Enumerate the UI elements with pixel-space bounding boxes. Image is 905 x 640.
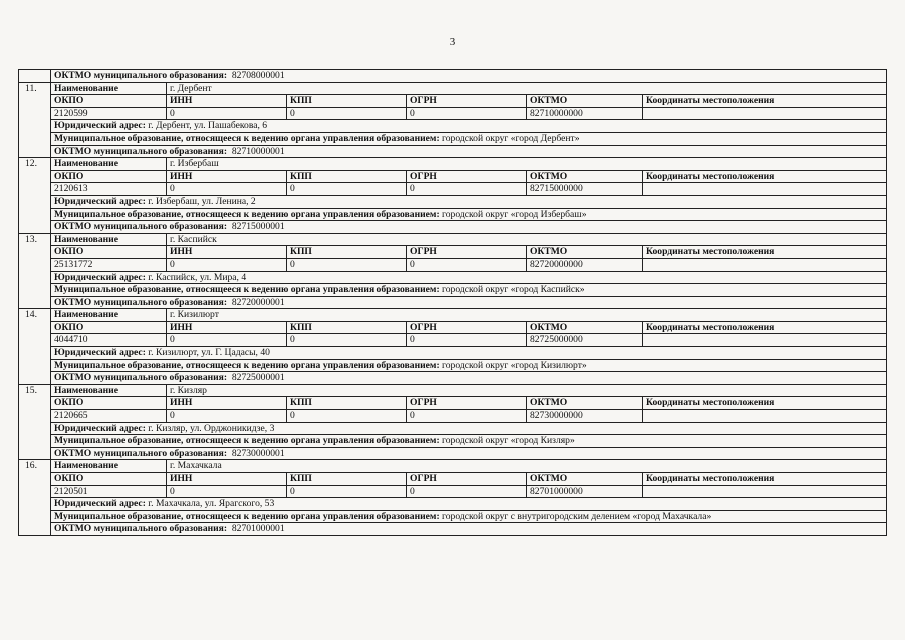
oktmo-municipal-value: 82730000001 [231, 447, 285, 459]
inn-value: 0 [167, 410, 287, 423]
ogrn-label: ОГРН [407, 170, 527, 183]
table-row [19, 473, 887, 486]
legal-address-value: г. Избербаш, ул. Ленина, 2 [148, 195, 256, 207]
name-value: г. Кизилюрт [167, 309, 887, 322]
ogrn-value: 0 [407, 334, 527, 347]
okpo-value: 2120501 [51, 485, 167, 498]
entry-number: 13. [19, 233, 51, 309]
oktmo-municipal-row: ОКТМО муниципального образования: 82730000001 [51, 447, 887, 460]
oktmo-label: ОКТМО [527, 397, 643, 410]
okpo-label: ОКПО [51, 170, 167, 183]
coords-label: Координаты местоположения [643, 473, 887, 486]
kpp-label: КПП [287, 170, 407, 183]
municipality-row: Муниципальное образование, относящееся к ведению органа управления образованием: городской округ «город Избербаш» [51, 208, 887, 221]
table-row [19, 284, 887, 297]
table-row [19, 384, 887, 397]
municipality-row: Муниципальное образование, относящееся к ведению органа управления образованием: городской округ «город Кизилюрт» [51, 359, 887, 372]
oktmo-municipal-value: 82701000001 [231, 523, 285, 535]
kpp-value: 0 [287, 410, 407, 423]
table-row [19, 183, 887, 196]
table-row [19, 397, 887, 410]
oktmo-value: 82725000000 [527, 334, 643, 347]
okpo-label: ОКПО [51, 397, 167, 410]
name-value: г. Дербент [167, 82, 887, 95]
kpp-label: КПП [287, 397, 407, 410]
oktmo-municipal-value: 82708000001 [231, 70, 285, 81]
municipality-value: городской округ с внутригородским делением «город Махачкала» [442, 510, 712, 522]
table-row [19, 296, 887, 309]
table-row [19, 435, 887, 448]
municipality-value: городской округ «город Кизилюрт» [442, 359, 587, 371]
table-row [19, 233, 887, 246]
name-value: г. Кизляр [167, 384, 887, 397]
legal-address-row: Юридический адрес: г. Каспийск, ул. Мира, 4 [51, 271, 887, 284]
organizations-table [18, 69, 887, 536]
ogrn-value: 0 [407, 183, 527, 196]
okpo-label: ОКПО [51, 473, 167, 486]
oktmo-municipal-value: 82710000001 [231, 145, 285, 157]
legal-address-row: Юридический адрес: г. Кизилюрт, ул. Г. Цадасы, 40 [51, 347, 887, 360]
table-row [19, 510, 887, 523]
okpo-label: ОКПО [51, 95, 167, 108]
name-label: Наименование [51, 158, 167, 171]
legal-address-value: г. Каспийск, ул. Мира, 4 [148, 271, 247, 283]
table-row [19, 107, 887, 120]
inn-label: ИНН [167, 95, 287, 108]
table-row [19, 70, 887, 83]
coords-value [643, 183, 887, 196]
organizations-table-container [18, 69, 886, 536]
kpp-label: КПП [287, 473, 407, 486]
table-row [19, 271, 887, 284]
oktmo-value: 82715000000 [527, 183, 643, 196]
legal-address-value: г. Махачкала, ул. Ярагского, 53 [148, 498, 275, 510]
oktmo-municipal-value: 82715000001 [231, 221, 285, 233]
oktmo-municipal-row: ОКТМО муниципального образования: 82708000001 [51, 70, 887, 83]
municipality-row: Муниципальное образование, относящееся к ведению органа управления образованием: городской округ с внутригородским делением «город Махачкала» [51, 510, 887, 523]
kpp-value: 0 [287, 485, 407, 498]
inn-value: 0 [167, 183, 287, 196]
name-label: Наименование [51, 384, 167, 397]
okpo-value: 2120599 [51, 107, 167, 120]
table-row [19, 95, 887, 108]
table-row [19, 120, 887, 133]
coords-value [643, 334, 887, 347]
inn-label: ИНН [167, 397, 287, 410]
name-label: Наименование [51, 233, 167, 246]
coords-label: Координаты местоположения [643, 246, 887, 259]
kpp-value: 0 [287, 334, 407, 347]
ogrn-label: ОГРН [407, 246, 527, 259]
oktmo-label: ОКТМО [527, 246, 643, 259]
table-row [19, 145, 887, 158]
inn-value: 0 [167, 485, 287, 498]
entry-number: 16. [19, 460, 51, 536]
ogrn-value: 0 [407, 410, 527, 423]
inn-label: ИНН [167, 473, 287, 486]
oktmo-value: 82710000000 [527, 107, 643, 120]
table-row [19, 195, 887, 208]
municipality-value: городской округ «город Каспийск» [442, 284, 585, 296]
coords-value [643, 410, 887, 423]
kpp-label: КПП [287, 95, 407, 108]
inn-value: 0 [167, 107, 287, 120]
table-row [19, 447, 887, 460]
oktmo-municipal-row: ОКТМО муниципального образования: 82710000001 [51, 145, 887, 158]
table-row [19, 410, 887, 423]
inn-value: 0 [167, 334, 287, 347]
oktmo-label: ОКТМО [527, 321, 643, 334]
municipality-value: городской округ «город Кизляр» [442, 435, 575, 447]
oktmo-value: 82720000000 [527, 258, 643, 271]
legal-address-row: Юридический адрес: г. Махачкала, ул. Ярагского, 53 [51, 498, 887, 511]
page-number: 3 [449, 36, 456, 48]
name-value: г. Махачкала [167, 460, 887, 473]
okpo-label: ОКПО [51, 246, 167, 259]
name-label: Наименование [51, 82, 167, 95]
table-row [19, 221, 887, 234]
okpo-label: ОКПО [51, 321, 167, 334]
legal-address-row: Юридический адрес: г. Кизляр, ул. Орджоникидзе, 3 [51, 422, 887, 435]
entry-number: 15. [19, 384, 51, 460]
kpp-value: 0 [287, 107, 407, 120]
legal-address-value: г. Дербент, ул. Пашабекова, 6 [148, 120, 268, 132]
okpo-value: 2120613 [51, 183, 167, 196]
kpp-value: 0 [287, 258, 407, 271]
oktmo-label: ОКТМО [527, 95, 643, 108]
table-row [19, 258, 887, 271]
table-row [19, 485, 887, 498]
municipality-row: Муниципальное образование, относящееся к ведению органа управления образованием: городской округ «город Кизляр» [51, 435, 887, 448]
okpo-value: 4044710 [51, 334, 167, 347]
municipality-value: городской округ «город Избербаш» [442, 208, 587, 220]
municipality-value: городской округ «город Дербент» [442, 132, 580, 144]
municipality-row: Муниципальное образование, относящееся к ведению органа управления образованием: городской округ «город Дербент» [51, 132, 887, 145]
table-row [19, 309, 887, 322]
kpp-value: 0 [287, 183, 407, 196]
oktmo-municipal-value: 82725000001 [231, 372, 285, 384]
ogrn-value: 0 [407, 107, 527, 120]
ogrn-label: ОГРН [407, 397, 527, 410]
kpp-label: КПП [287, 321, 407, 334]
coords-label: Координаты местоположения [643, 170, 887, 183]
legal-address-value: г. Кизилюрт, ул. Г. Цадасы, 40 [148, 347, 270, 359]
coords-value [643, 485, 887, 498]
oktmo-label: ОКТМО [527, 473, 643, 486]
table-row [19, 170, 887, 183]
legal-address-row: Юридический адрес: г. Дербент, ул. Пашабекова, 6 [51, 120, 887, 133]
oktmo-municipal-row: ОКТМО муниципального образования: 82715000001 [51, 221, 887, 234]
name-value: г. Избербаш [167, 158, 887, 171]
inn-label: ИНН [167, 246, 287, 259]
table-row [19, 246, 887, 259]
table-row [19, 498, 887, 511]
ogrn-label: ОГРН [407, 95, 527, 108]
ogrn-label: ОГРН [407, 321, 527, 334]
ogrn-label: ОГРН [407, 473, 527, 486]
ogrn-value: 0 [407, 258, 527, 271]
entry-number: 11. [19, 82, 51, 158]
oktmo-municipal-row: ОКТМО муниципального образования: 82725000001 [51, 372, 887, 385]
table-row [19, 347, 887, 360]
table-row [19, 132, 887, 145]
municipality-row: Муниципальное образование, относящееся к ведению органа управления образованием: городской округ «город Каспийск» [51, 284, 887, 297]
table-row [19, 460, 887, 473]
row-number-cell [19, 70, 51, 83]
coords-label: Координаты местоположения [643, 95, 887, 108]
okpo-value: 25131772 [51, 258, 167, 271]
table-row [19, 359, 887, 372]
table-row [19, 321, 887, 334]
coords-value [643, 107, 887, 120]
table-row [19, 82, 887, 95]
ogrn-value: 0 [407, 485, 527, 498]
name-value: г. Каспийск [167, 233, 887, 246]
table-row [19, 208, 887, 221]
oktmo-municipal-row: ОКТМО муниципального образования: 82720000001 [51, 296, 887, 309]
oktmo-value: 82730000000 [527, 410, 643, 423]
inn-label: ИНН [167, 170, 287, 183]
name-label: Наименование [51, 460, 167, 473]
legal-address-value: г. Кизляр, ул. Орджоникидзе, 3 [148, 422, 275, 434]
entry-number: 12. [19, 158, 51, 234]
table-row [19, 158, 887, 171]
table-row [19, 523, 887, 536]
inn-value: 0 [167, 258, 287, 271]
oktmo-municipal-row: ОКТМО муниципального образования: 82701000001 [51, 523, 887, 536]
table-row [19, 372, 887, 385]
name-label: Наименование [51, 309, 167, 322]
coords-label: Координаты местоположения [643, 397, 887, 410]
table-row [19, 422, 887, 435]
okpo-value: 2120665 [51, 410, 167, 423]
legal-address-row: Юридический адрес: г. Избербаш, ул. Ленина, 2 [51, 195, 887, 208]
entry-number: 14. [19, 309, 51, 385]
oktmo-label: ОКТМО [527, 170, 643, 183]
inn-label: ИНН [167, 321, 287, 334]
coords-label: Координаты местоположения [643, 321, 887, 334]
oktmo-value: 82701000000 [527, 485, 643, 498]
coords-value [643, 258, 887, 271]
oktmo-municipal-value: 82720000001 [231, 296, 285, 308]
kpp-label: КПП [287, 246, 407, 259]
table-row [19, 334, 887, 347]
